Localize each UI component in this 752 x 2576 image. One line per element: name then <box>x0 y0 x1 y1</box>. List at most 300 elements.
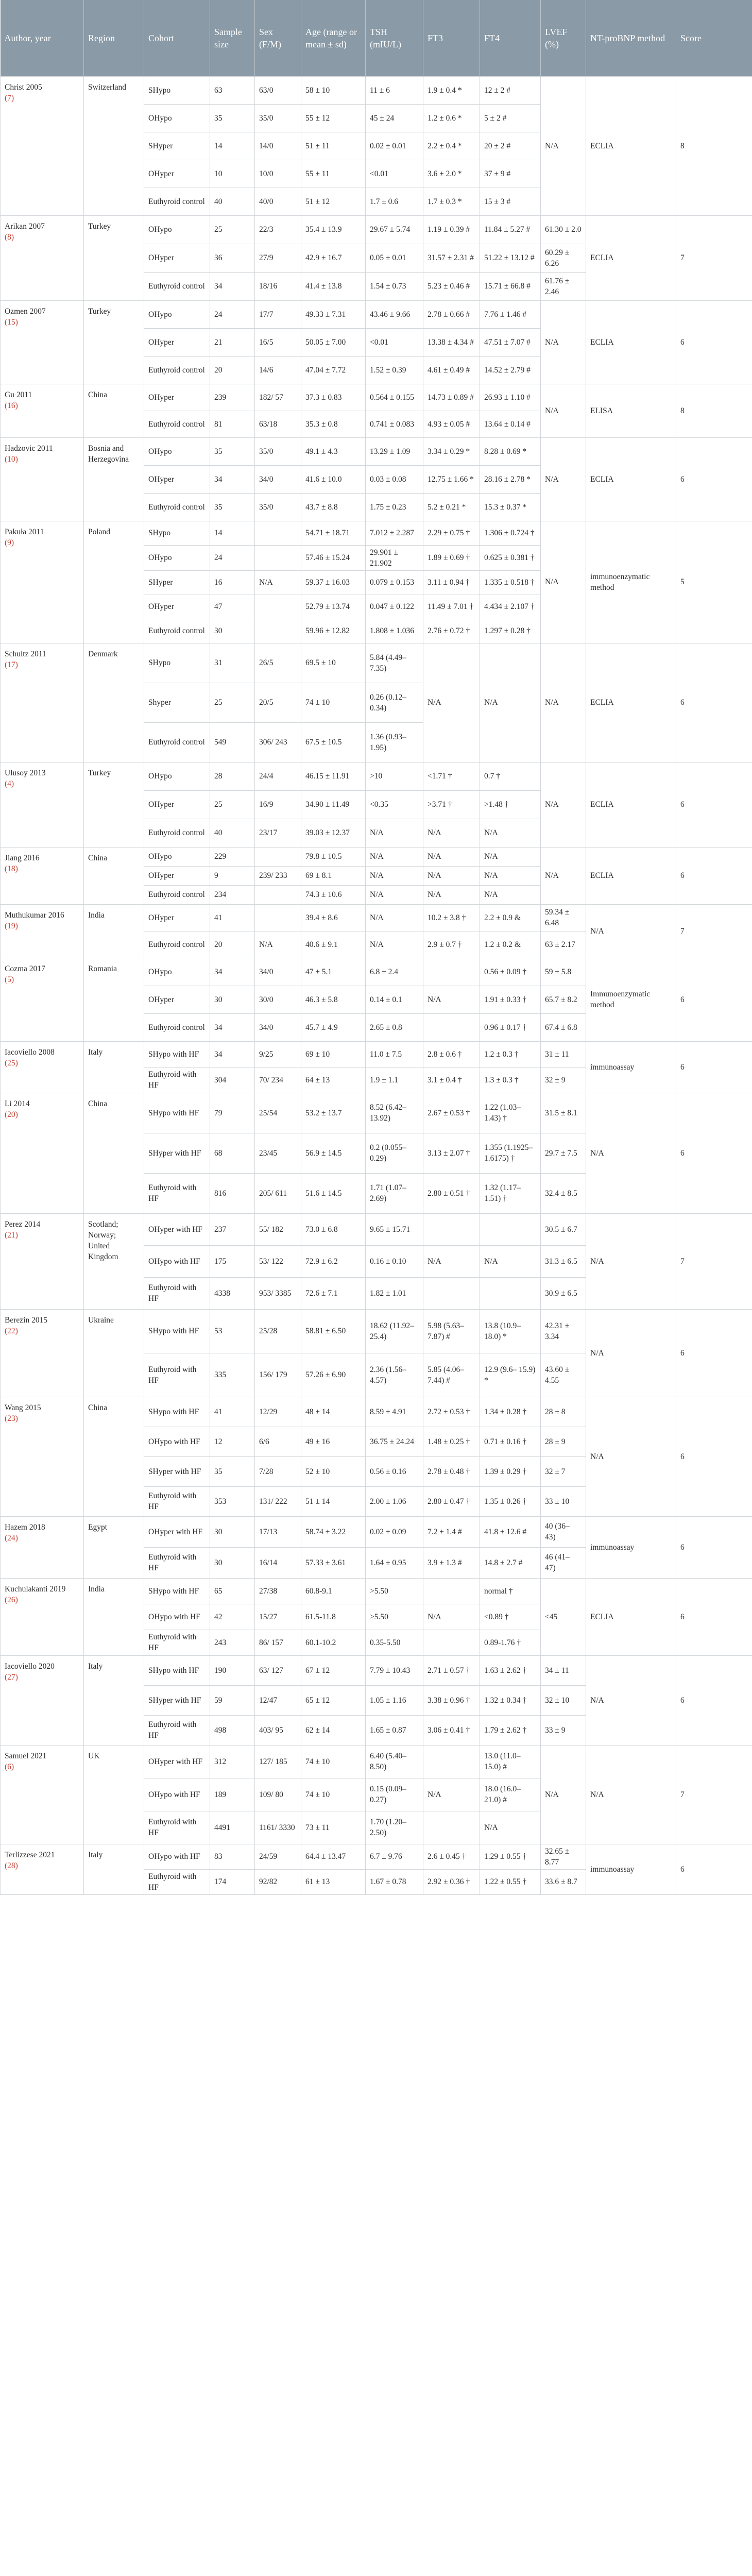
lvef-cell: 31.5 ± 8.1 <box>541 1093 586 1133</box>
cohort-cell: Euthyroid with HF <box>144 1067 210 1093</box>
sample-size-cell: 312 <box>210 1745 255 1778</box>
cohort-cell: Euthyroid control <box>144 619 210 643</box>
reference-link[interactable]: (16) <box>5 401 18 410</box>
ft4-cell: <0.89 † <box>480 1604 541 1630</box>
ft3-cell: 3.6 ± 2.0 * <box>423 160 480 188</box>
tsh-cell: N/A <box>366 847 423 866</box>
sex-cell: 25/54 <box>255 1093 301 1133</box>
author-year-cell <box>1 1041 84 1093</box>
author-year-cell <box>1 521 84 643</box>
sample-size-cell: 234 <box>210 885 255 904</box>
ft4-cell: 15 ± 3 # <box>480 188 541 215</box>
ft4-cell: normal † <box>480 1578 541 1604</box>
ft4-cell: 47.51 ± 7.07 # <box>480 328 541 356</box>
age-cell: 69 ± 8.1 <box>301 866 366 885</box>
ft4-cell: N/A <box>480 885 541 904</box>
ft4-cell: 1.32 (1.17– 1.51) † <box>480 1173 541 1213</box>
ft3-cell: 2.80 ± 0.51 † <box>423 1173 480 1213</box>
age-cell: 64 ± 13 <box>301 1067 366 1093</box>
reference-link[interactable]: (17) <box>5 660 18 669</box>
age-cell: 58 ± 10 <box>301 76 366 104</box>
cohort-cell: OHyper <box>144 790 210 819</box>
age-cell: 40.6 ± 9.1 <box>301 931 366 958</box>
table-row <box>1 1516 752 1547</box>
ft4-cell: 1.335 ± 0.518 † <box>480 570 541 595</box>
ft3-cell: 2.72 ± 0.53 † <box>423 1397 480 1427</box>
ft4-cell: 13.8 (10.9– 18.0) * <box>480 1309 541 1353</box>
ft3-cell: 2.9 ± 0.7 † <box>423 931 480 958</box>
reference-link[interactable]: (26) <box>5 1595 18 1604</box>
cohort-cell: SHypo with HF <box>144 1041 210 1067</box>
ft4-cell: 5 ± 2 # <box>480 104 541 132</box>
ft3-cell: 5.2 ± 0.21 * <box>423 493 480 521</box>
sample-size-cell: 174 <box>210 1869 255 1894</box>
ft4-cell: 13.0 (11.0– 15.0) # <box>480 1745 541 1778</box>
ft4-cell: 0.56 ± 0.09 † <box>480 958 541 986</box>
ft3-cell: N/A <box>423 1604 480 1630</box>
author-name: Wang 2015 <box>5 1403 41 1412</box>
lvef-cell: 40 (36– 43) <box>541 1516 586 1547</box>
sex-cell: 1161/ 3330 <box>255 1811 301 1844</box>
ft4-cell: 15.71 ± 66.8 # <box>480 272 541 300</box>
method-cell: ECLIA <box>586 76 676 215</box>
lvef-cell: 61.30 ± 2.0 <box>541 215 586 244</box>
lvef-cell: N/A <box>541 300 586 384</box>
sex-cell: 55/ 182 <box>255 1213 301 1245</box>
tsh-cell: 6.8 ± 2.4 <box>366 958 423 986</box>
region-cell: Turkey <box>84 215 144 300</box>
age-cell: 72.9 ± 6.2 <box>301 1245 366 1277</box>
age-cell: 79.8 ± 10.5 <box>301 847 366 866</box>
ft4-cell: 0.89-1.76 † <box>480 1630 541 1655</box>
age-cell: 74 ± 10 <box>301 1745 366 1778</box>
reference-link[interactable]: (6) <box>5 1762 14 1771</box>
sample-size-cell: 25 <box>210 683 255 722</box>
age-cell: 52 ± 10 <box>301 1456 366 1486</box>
sex-cell: 35/0 <box>255 104 301 132</box>
author-year-cell <box>1 1655 84 1745</box>
cohort-cell: Euthyroid with HF <box>144 1630 210 1655</box>
ft4-cell <box>480 1213 541 1245</box>
author-year-cell <box>1 847 84 904</box>
author-year-cell <box>1 1397 84 1516</box>
ft4-cell: 26.93 ± 1.10 # <box>480 384 541 411</box>
author-name: Li 2014 <box>5 1099 30 1108</box>
sample-size-cell: 35 <box>210 1456 255 1486</box>
age-cell: 58.81 ± 6.50 <box>301 1309 366 1353</box>
cohort-cell: SHypo <box>144 643 210 683</box>
tsh-cell: 6.7 ± 9.76 <box>366 1844 423 1869</box>
ft3-cell: 1.48 ± 0.25 † <box>423 1427 480 1456</box>
table-row <box>1 1093 752 1133</box>
sample-size-cell: 237 <box>210 1213 255 1245</box>
sample-size-cell: 14 <box>210 132 255 160</box>
author-year-cell <box>1 1093 84 1213</box>
ft4-cell: 7.76 ± 1.46 # <box>480 300 541 328</box>
tsh-cell: N/A <box>366 866 423 885</box>
score-cell: 6 <box>676 1655 752 1745</box>
ft3-cell: 2.8 ± 0.6 † <box>423 1041 480 1067</box>
age-cell: 48 ± 14 <box>301 1397 366 1427</box>
ft3-cell: 3.13 ± 2.07 † <box>423 1133 480 1173</box>
lvef-cell: 60.29 ± 6.26 <box>541 244 586 272</box>
method-cell: N/A <box>586 1745 676 1844</box>
cohort-cell: Euthyroid control <box>144 885 210 904</box>
tsh-cell: 0.564 ± 0.155 <box>366 384 423 411</box>
tsh-cell: 7.79 ± 10.43 <box>366 1655 423 1685</box>
sex-cell: 127/ 185 <box>255 1745 301 1778</box>
method-cell: N/A <box>586 1093 676 1213</box>
sample-size-cell: 20 <box>210 356 255 384</box>
cohort-cell: Euthyroid with HF <box>144 1869 210 1894</box>
tsh-cell: N/A <box>366 904 423 931</box>
method-cell: immunoassay <box>586 1844 676 1894</box>
reference-link[interactable]: (27) <box>5 1672 18 1682</box>
table-row <box>1 847 752 866</box>
age-cell: 46.15 ± 11.91 <box>301 762 366 790</box>
header-age: Age (range or mean ± sd) <box>301 0 366 76</box>
table-row <box>1 904 752 931</box>
region-cell: China <box>84 1093 144 1213</box>
cohort-cell: OHyper <box>144 595 210 619</box>
reference-link[interactable]: (18) <box>5 864 18 873</box>
reference-link[interactable]: (4) <box>5 779 14 788</box>
tsh-cell: <0.01 <box>366 160 423 188</box>
method-cell: immunoenzymatic method <box>586 521 676 643</box>
ft3-cell: 3.9 ± 1.3 # <box>423 1547 480 1578</box>
sample-size-cell: 175 <box>210 1245 255 1277</box>
cohort-cell: SHypo with HF <box>144 1093 210 1133</box>
tsh-cell: 0.16 ± 0.10 <box>366 1245 423 1277</box>
table-row <box>1 1578 752 1604</box>
ft3-cell: 1.9 ± 0.4 * <box>423 76 480 104</box>
method-cell: ELISA <box>586 384 676 437</box>
ft3-cell: 11.49 ± 7.01 † <box>423 595 480 619</box>
tsh-cell: 0.02 ± 0.09 <box>366 1516 423 1547</box>
age-cell: 59.37 ± 16.03 <box>301 570 366 595</box>
sample-size-cell: 24 <box>210 545 255 570</box>
cohort-cell: Euthyroid control <box>144 931 210 958</box>
lvef-cell: 32.4 ± 8.5 <box>541 1173 586 1213</box>
author-name: Gu 2011 <box>5 390 32 399</box>
ft3-cell: N/A <box>423 986 480 1013</box>
cohort-cell: OHypo <box>144 104 210 132</box>
cohort-cell: Shyper <box>144 683 210 722</box>
sex-cell: 306/ 243 <box>255 722 301 762</box>
score-cell: 6 <box>676 1309 752 1397</box>
tsh-cell: <0.01 <box>366 328 423 356</box>
reference-link[interactable]: (9) <box>5 538 14 547</box>
ft3-cell: 5.98 (5.63– 7.87) # <box>423 1309 480 1353</box>
sex-cell <box>255 521 301 545</box>
ft3-cell: 3.1 ± 0.4 † <box>423 1067 480 1093</box>
sample-size-cell: 16 <box>210 570 255 595</box>
table-row <box>1 1309 752 1353</box>
age-cell: 54.71 ± 18.71 <box>301 521 366 545</box>
ft3-cell: N/A <box>423 643 480 762</box>
sample-size-cell: 53 <box>210 1309 255 1353</box>
reference-link[interactable]: (22) <box>5 1326 18 1335</box>
lvef-cell: <45 <box>541 1578 586 1655</box>
ft3-cell: 1.7 ± 0.3 * <box>423 188 480 215</box>
ft3-cell: 2.2 ± 0.4 * <box>423 132 480 160</box>
ft3-cell: 3.11 ± 0.94 † <box>423 570 480 595</box>
region-cell: India <box>84 1578 144 1655</box>
tsh-cell: 1.71 (1.07– 2.69) <box>366 1173 423 1213</box>
lvef-cell: 30.9 ± 6.5 <box>541 1277 586 1309</box>
sample-size-cell: 79 <box>210 1093 255 1133</box>
lvef-cell: 32.65 ± 8.77 <box>541 1844 586 1869</box>
age-cell: 41.4 ± 13.8 <box>301 272 366 300</box>
ft4-cell: 1.29 ± 0.55 † <box>480 1844 541 1869</box>
sex-cell <box>255 619 301 643</box>
cohort-cell: SHypo with HF <box>144 1309 210 1353</box>
sex-cell: 70/ 234 <box>255 1067 301 1093</box>
sample-size-cell: 83 <box>210 1844 255 1869</box>
table-row <box>1 1397 752 1427</box>
score-cell: 6 <box>676 847 752 904</box>
author-year-cell <box>1 1844 84 1894</box>
cohort-cell: OHypo <box>144 437 210 465</box>
sex-cell: 63/18 <box>255 411 301 437</box>
lvef-cell: 59 ± 5.8 <box>541 958 586 986</box>
cohort-cell: SHypo <box>144 76 210 104</box>
age-cell: 72.6 ± 7.1 <box>301 1277 366 1309</box>
ft4-cell: 51.22 ± 13.12 # <box>480 244 541 272</box>
ft4-cell: 4.434 ± 2.107 † <box>480 595 541 619</box>
cohort-cell: OHypo with HF <box>144 1778 210 1811</box>
cohort-cell: Euthyroid control <box>144 722 210 762</box>
sex-cell: 92/82 <box>255 1869 301 1894</box>
lvef-cell: N/A <box>541 1745 586 1844</box>
author-year-cell <box>1 643 84 762</box>
sample-size-cell: 35 <box>210 437 255 465</box>
sample-size-cell: 34 <box>210 1013 255 1041</box>
sex-cell: 27/38 <box>255 1578 301 1604</box>
cohort-cell: SHypo <box>144 521 210 545</box>
reference-link[interactable]: (7) <box>5 93 14 103</box>
reference-link[interactable]: (8) <box>5 232 14 242</box>
reference-link[interactable]: (21) <box>5 1230 18 1240</box>
sex-cell: 53/ 122 <box>255 1245 301 1277</box>
age-cell: 45.7 ± 4.9 <box>301 1013 366 1041</box>
ft4-cell: N/A <box>480 847 541 866</box>
header-ft3: FT3 <box>423 0 480 76</box>
ft3-cell <box>423 1578 480 1604</box>
lvef-cell: N/A <box>541 762 586 847</box>
sex-cell: 7/28 <box>255 1456 301 1486</box>
cohort-cell: OHyper with HF <box>144 1745 210 1778</box>
ft3-cell: 1.2 ± 0.6 * <box>423 104 480 132</box>
reference-link[interactable]: (28) <box>5 1861 18 1870</box>
sample-size-cell: 25 <box>210 215 255 244</box>
author-name: Muthukumar 2016 <box>5 910 64 920</box>
lvef-cell: 46 (41– 47) <box>541 1547 586 1578</box>
ft4-cell: 0.71 ± 0.16 † <box>480 1427 541 1456</box>
tsh-cell: 0.079 ± 0.153 <box>366 570 423 595</box>
table-row <box>1 643 752 683</box>
sample-size-cell: 25 <box>210 790 255 819</box>
sample-size-cell: 353 <box>210 1486 255 1516</box>
sex-cell: 26/5 <box>255 643 301 683</box>
reference-link[interactable]: (10) <box>5 454 18 464</box>
header-tsh: TSH (mIU/L) <box>366 0 423 76</box>
sample-size-cell: 41 <box>210 1397 255 1427</box>
author-name: Iacoviello 2008 <box>5 1047 55 1057</box>
sex-cell: 9/25 <box>255 1041 301 1067</box>
lvef-cell: N/A <box>541 437 586 521</box>
reference-link[interactable]: (19) <box>5 921 18 930</box>
tsh-cell: 1.54 ± 0.73 <box>366 272 423 300</box>
reference-link[interactable]: (20) <box>5 1110 18 1119</box>
tsh-cell: 18.62 (11.92– 25.4) <box>366 1309 423 1353</box>
lvef-cell: 32 ± 7 <box>541 1456 586 1486</box>
age-cell: 47.04 ± 7.72 <box>301 356 366 384</box>
score-cell: 5 <box>676 521 752 643</box>
score-cell: 8 <box>676 384 752 437</box>
cohort-cell: OHypo <box>144 958 210 986</box>
age-cell: 61 ± 13 <box>301 1869 366 1894</box>
ft4-cell: 1.306 ± 0.724 † <box>480 521 541 545</box>
score-cell: 6 <box>676 958 752 1041</box>
tsh-cell: 1.82 ± 1.01 <box>366 1277 423 1309</box>
tsh-cell: 5.84 (4.49– 7.35) <box>366 643 423 683</box>
ft4-cell: 14.52 ± 2.79 # <box>480 356 541 384</box>
cohort-cell: Euthyroid control <box>144 493 210 521</box>
region-cell: China <box>84 847 144 904</box>
sex-cell: 16/5 <box>255 328 301 356</box>
age-cell: 69 ± 10 <box>301 1041 366 1067</box>
sample-size-cell: 239 <box>210 384 255 411</box>
author-name: Berezin 2015 <box>5 1315 48 1325</box>
ft4-cell: 37 ± 9 # <box>480 160 541 188</box>
sex-cell: 24/4 <box>255 762 301 790</box>
cohort-cell: OHypo <box>144 762 210 790</box>
age-cell: 39.03 ± 12.37 <box>301 819 366 847</box>
table-row <box>1 1844 752 1869</box>
age-cell: 43.7 ± 8.8 <box>301 493 366 521</box>
cohort-cell: Euthyroid with HF <box>144 1486 210 1516</box>
reference-link[interactable]: (24) <box>5 1533 18 1543</box>
ft3-cell: >3.71 † <box>423 790 480 819</box>
sex-cell: 17/7 <box>255 300 301 328</box>
sex-cell: 63/0 <box>255 76 301 104</box>
table-row <box>1 958 752 986</box>
method-cell: N/A <box>586 904 676 958</box>
score-cell: 7 <box>676 215 752 300</box>
age-cell: 74 ± 10 <box>301 683 366 722</box>
ft3-cell: 2.76 ± 0.72 † <box>423 619 480 643</box>
author-name: Samuel 2021 <box>5 1751 47 1760</box>
ft4-cell: 20 ± 2 # <box>480 132 541 160</box>
cohort-cell: OHypo with HF <box>144 1604 210 1630</box>
sample-size-cell: 20 <box>210 931 255 958</box>
ft3-cell: 13.38 ± 4.34 # <box>423 328 480 356</box>
author-year-cell <box>1 1213 84 1309</box>
table-body <box>1 76 752 1894</box>
sample-size-cell: 30 <box>210 1516 255 1547</box>
age-cell: 51 ± 11 <box>301 132 366 160</box>
age-cell: 60.8-9.1 <box>301 1578 366 1604</box>
ft3-cell: 2.80 ± 0.47 † <box>423 1486 480 1516</box>
ft4-cell: 1.63 ± 2.62 † <box>480 1655 541 1685</box>
method-cell: ECLIA <box>586 762 676 847</box>
ft3-cell: 4.93 ± 0.05 # <box>423 411 480 437</box>
reference-link[interactable]: (15) <box>5 317 18 327</box>
author-year-cell <box>1 904 84 958</box>
region-cell: Ukraine <box>84 1309 144 1397</box>
sample-size-cell: 42 <box>210 1604 255 1630</box>
age-cell: 42.9 ± 16.7 <box>301 244 366 272</box>
ft3-cell: 12.75 ± 1.66 * <box>423 465 480 493</box>
reference-link[interactable]: (25) <box>5 1058 18 1067</box>
sample-size-cell: 36 <box>210 244 255 272</box>
tsh-cell: 9.65 ± 15.71 <box>366 1213 423 1245</box>
region-cell: China <box>84 1397 144 1516</box>
ft3-cell: 31.57 ± 2.31 # <box>423 244 480 272</box>
ft3-cell: 2.67 ± 0.53 † <box>423 1093 480 1133</box>
sample-size-cell: 335 <box>210 1353 255 1397</box>
sample-size-cell: 35 <box>210 104 255 132</box>
lvef-cell: 67.4 ± 6.8 <box>541 1013 586 1041</box>
sample-size-cell: 549 <box>210 722 255 762</box>
tsh-cell: 0.05 ± 0.01 <box>366 244 423 272</box>
ft4-cell: 28.16 ± 2.78 * <box>480 465 541 493</box>
sample-size-cell: 304 <box>210 1067 255 1093</box>
sample-size-cell: 28 <box>210 762 255 790</box>
sample-size-cell: 30 <box>210 1547 255 1578</box>
author-year-cell <box>1 437 84 521</box>
ft4-cell: N/A <box>480 643 541 762</box>
tsh-cell: 7.012 ± 2.287 <box>366 521 423 545</box>
ft3-cell: 7.2 ± 1.4 # <box>423 1516 480 1547</box>
cohort-cell: Euthyroid with HF <box>144 1277 210 1309</box>
ft3-cell <box>423 1013 480 1041</box>
tsh-cell: 45 ± 24 <box>366 104 423 132</box>
ft3-cell: N/A <box>423 1245 480 1277</box>
cohort-cell: SHyper with HF <box>144 1456 210 1486</box>
ft4-cell: N/A <box>480 866 541 885</box>
sex-cell: 12/29 <box>255 1397 301 1427</box>
tsh-cell: 2.65 ± 0.8 <box>366 1013 423 1041</box>
sex-cell: 86/ 157 <box>255 1630 301 1655</box>
table-header-row <box>1 0 752 76</box>
cohort-cell: OHyper <box>144 384 210 411</box>
lvef-cell: 65.7 ± 8.2 <box>541 986 586 1013</box>
sample-size-cell: 31 <box>210 643 255 683</box>
reference-link[interactable]: (23) <box>5 1414 18 1423</box>
age-cell: 49.33 ± 7.31 <box>301 300 366 328</box>
tsh-cell: 1.52 ± 0.39 <box>366 356 423 384</box>
header-score: Score <box>680 32 702 43</box>
tsh-cell: 8.52 (6.42– 13.92) <box>366 1093 423 1133</box>
region-cell: Bosnia and Herzegovina <box>84 437 144 521</box>
author-year-cell <box>1 215 84 300</box>
sex-cell <box>255 847 301 866</box>
ft4-cell: 1.2 ± 0.3 † <box>480 1041 541 1067</box>
age-cell: 53.2 ± 13.7 <box>301 1093 366 1133</box>
method-cell: ECLIA <box>586 1578 676 1655</box>
ft4-cell: 1.2 ± 0.2 & <box>480 931 541 958</box>
header-cohort: Cohort <box>144 0 210 76</box>
tsh-cell: N/A <box>366 819 423 847</box>
tsh-cell: 1.36 (0.93– 1.95) <box>366 722 423 762</box>
ft4-cell: 1.22 ± 0.55 † <box>480 1869 541 1894</box>
author-year-cell <box>1 384 84 437</box>
cohort-cell: Euthyroid control <box>144 411 210 437</box>
ft3-cell: 1.19 ± 0.39 # <box>423 215 480 244</box>
reference-link[interactable]: (5) <box>5 975 14 984</box>
